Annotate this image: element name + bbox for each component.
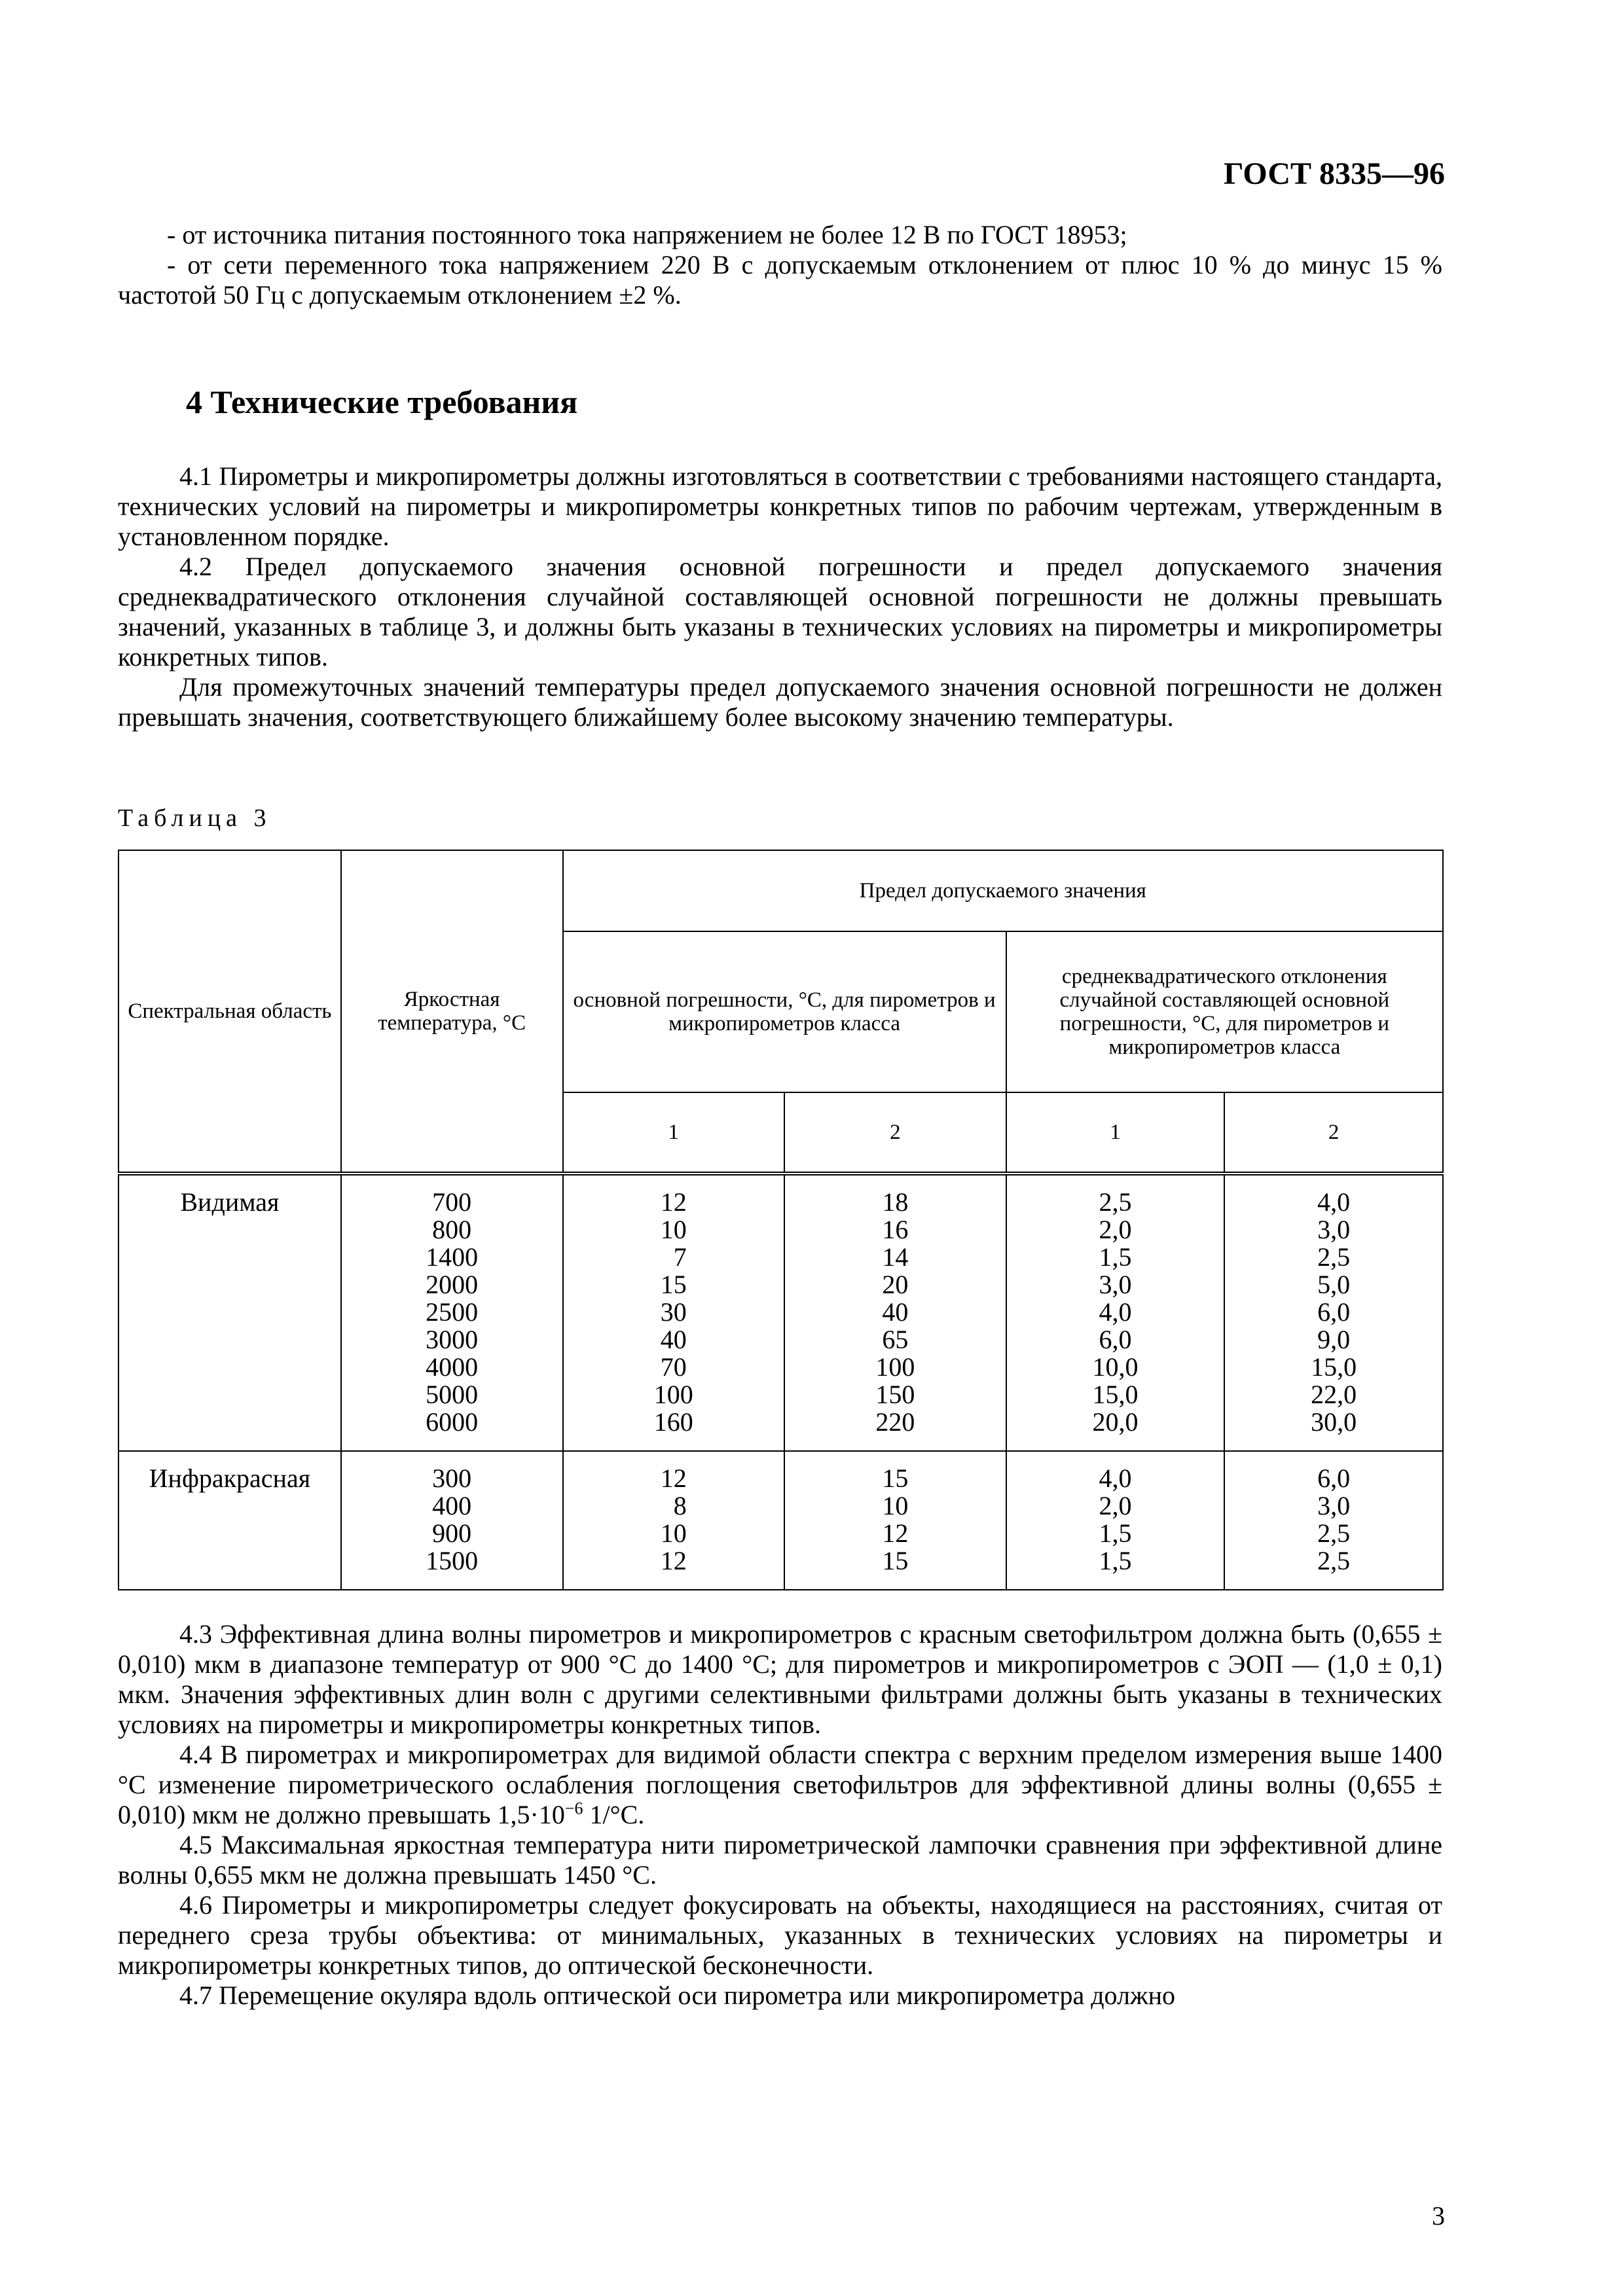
cell-temperatures: 700 800 1400 2000 2500 3000 4000 5000 6000 bbox=[341, 1174, 563, 1451]
cell-basic-class-2: 18 16 14 20 40 65 100 150 220 bbox=[784, 1174, 1006, 1451]
header-basic-error: основной погрешности, °С, для пирометров и микропирометров класса bbox=[563, 931, 1006, 1092]
table-caption: Таблица 3 bbox=[118, 804, 272, 832]
para-4-4-exponent: −6 bbox=[564, 1799, 583, 1818]
intro-line-1: - от источника питания постоянного тока напряжением не более 12 В по ГОСТ 18953; bbox=[167, 220, 1127, 249]
header-class-1-basic: 1 bbox=[563, 1092, 785, 1174]
section-title: 4 Технические требования bbox=[186, 384, 578, 420]
cell-basic-class-1: 12 8 10 12 bbox=[563, 1451, 785, 1590]
cell-temperatures: 300 400 900 1500 bbox=[341, 1451, 563, 1590]
header-brightness-temperature: Яркостная температура, °С bbox=[341, 850, 563, 1174]
page-number: 3 bbox=[1432, 2201, 1445, 2231]
cell-region: Инфракрасная bbox=[119, 1451, 341, 1590]
header-class-2-rms: 2 bbox=[1224, 1092, 1443, 1174]
header-spectral-region: Спектральная область bbox=[119, 850, 341, 1174]
para-4-5: 4.5 Максимальная яркостная температура нити пирометрической лампочки сравнения при эффективной длине волны 0,655 мкм не должна превышать 1450 °С. bbox=[118, 1830, 1442, 1890]
cell-basic-class-2: 15 10 12 15 bbox=[784, 1451, 1006, 1590]
para-4-2-cont: Для промежуточных значений температуры предел допускаемого значения основной погрешности не должен превышать значения, соответствующего ближайшему более высокому значению температуры. bbox=[118, 672, 1442, 732]
para-4-4-unit: 1/°С. bbox=[583, 1800, 645, 1829]
requirements-top bbox=[118, 461, 1442, 732]
para-4-2: 4.2 Предел допускаемого значения основной погрешности и предел допускаемого значения среднеквадратического отклонения случайной составляющей основной погрешности не должны превышать значений, указанных в таблице 3, и должны быть указаны в технических условиях на пирометры и микропирометры конкретных типов. bbox=[118, 552, 1442, 672]
cell-rms-class-1: 2,5 2,0 1,5 3,0 4,0 6,0 10,0 15,0 20,0 bbox=[1006, 1174, 1225, 1451]
para-4-4 bbox=[118, 1740, 1442, 1830]
para-4-1: 4.1 Пирометры и микропирометры должны изготовляться в соответствии с требованиями настоящего стандарта, технических условий на пирометры и микропирометры конкретных типов по рабочим чертежам, утвержденным в установленном порядке. bbox=[118, 461, 1442, 551]
header-class-2-basic: 2 bbox=[784, 1092, 1006, 1174]
para-4-3: 4.3 Эффективная длина волны пирометров и микропирометров с красным светофильтром должна быть (0,655 ± 0,010) мкм в диапазоне температур от 900 °С до 1400 °С; для пирометров и микропирометров с ЭОП — (1,0 ± 0,1) мкм. Значения эффективных длин волн с другими селективными фильтрами должны быть указаны в технических условиях на пирометры и микропирометры конкретных типов. bbox=[118, 1619, 1442, 1739]
cell-rms-class-1: 4,0 2,0 1,5 1,5 bbox=[1006, 1451, 1225, 1590]
intro-block bbox=[118, 220, 1442, 310]
header-rms-deviation: среднеквадратического отклонения случайной составляющей основной погрешности, °С, для пирометров и микропирометров класса bbox=[1006, 931, 1443, 1092]
table-row-infrared bbox=[119, 1451, 1443, 1590]
cell-rms-class-2: 6,0 3,0 2,5 2,5 bbox=[1224, 1451, 1443, 1590]
cell-basic-class-1: 12 10 7 15 30 40 70 100 160 bbox=[563, 1174, 785, 1451]
para-4-4-text: 4.4 В пирометрах и микропирометрах для видимой области спектра с верхним пределом измерения выше 1400 °С изменение пирометрического ослабления поглощения светофильтров для эффективной длины волны (0,655 ± 0,010) мкм не должно превышать 1,5·10 bbox=[118, 1740, 1442, 1829]
table-3 bbox=[118, 850, 1444, 1590]
document-code: ГОСТ 8335—96 bbox=[1224, 156, 1445, 191]
requirements-bottom bbox=[118, 1619, 1442, 2011]
intro-line-2: - от сети переменного тока напряжением 220 В с допускаемым отклонением от плюс 10 % до минус 15 % частотой 50 Гц с допускаемым отклонением ±2 %. bbox=[118, 250, 1442, 310]
cell-region: Видимая bbox=[119, 1174, 341, 1451]
table-row-visible bbox=[119, 1174, 1443, 1451]
header-permissible-limit: Предел допускаемого значения bbox=[563, 850, 1444, 931]
header-class-1-rms: 1 bbox=[1006, 1092, 1225, 1174]
para-4-6: 4.6 Пирометры и микропирометры следует фокусировать на объекты, находящиеся на расстояниях, считая от переднего среза трубы объектива: от минимальных, указанных в технических условиях на пирометры и микропирометры конкретных типов, до оптической бесконечности. bbox=[118, 1890, 1442, 1980]
para-4-7: 4.7 Перемещение окуляра вдоль оптической оси пирометра или микропирометра должно bbox=[179, 1981, 1176, 2010]
cell-rms-class-2: 4,0 3,0 2,5 5,0 6,0 9,0 15,0 22,0 30,0 bbox=[1224, 1174, 1443, 1451]
